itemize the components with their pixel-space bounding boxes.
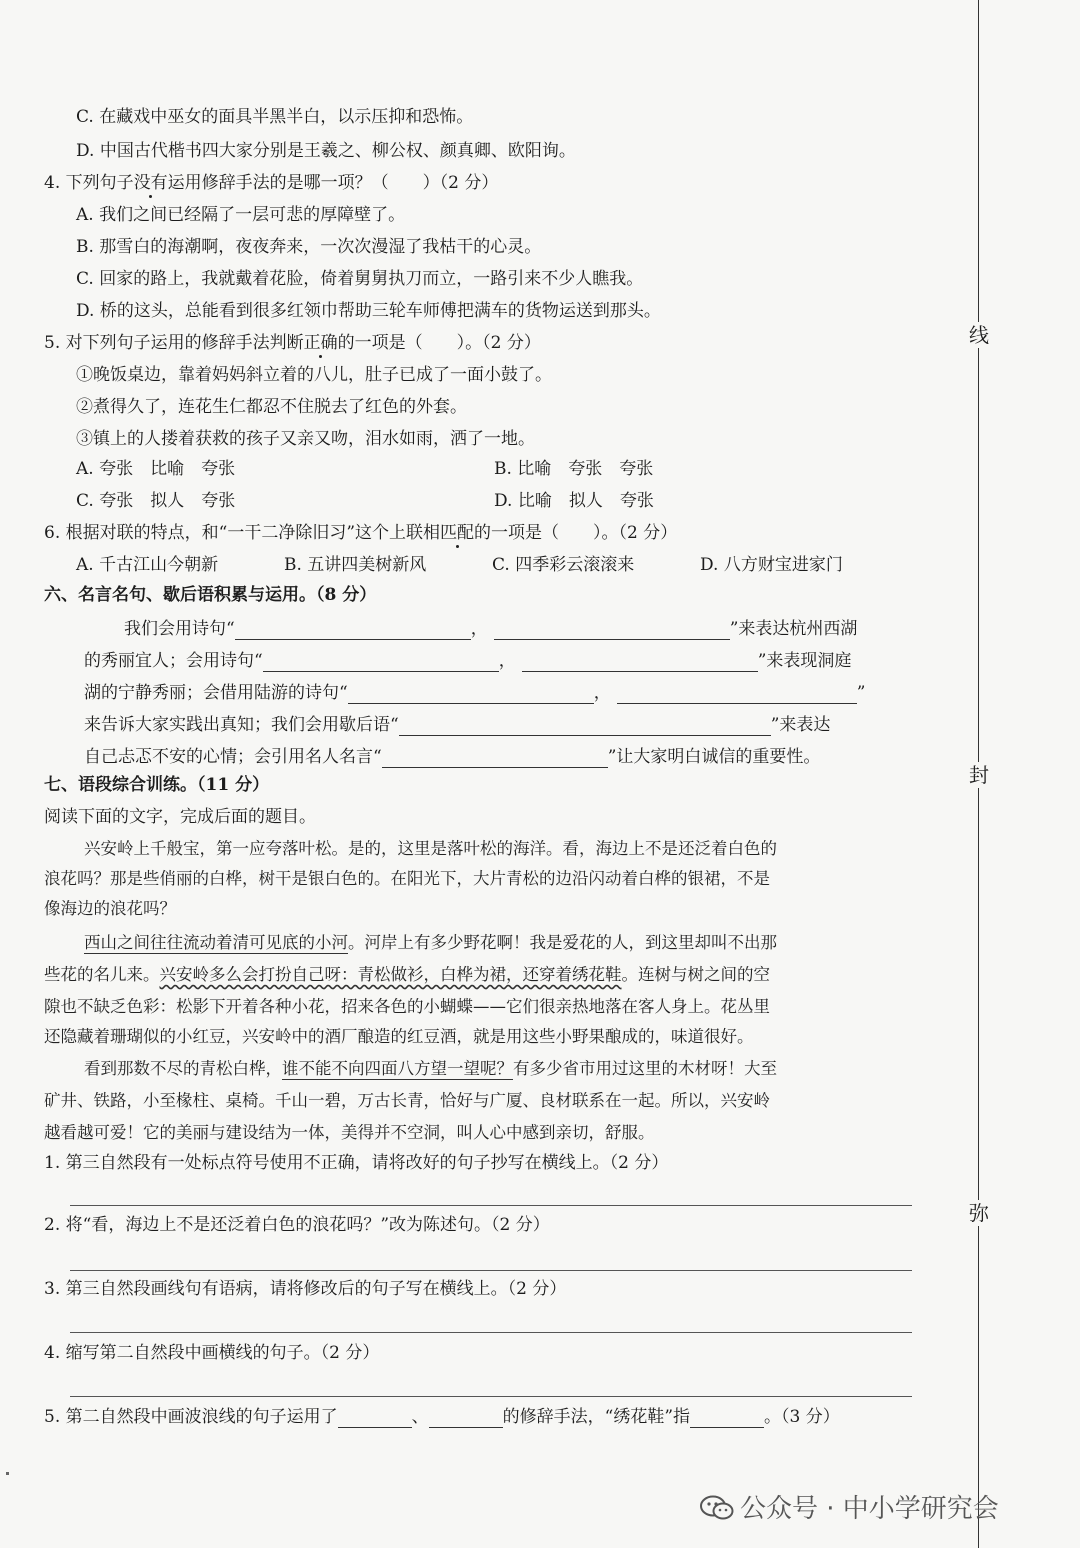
subq-1: 1. 第三自然段有一处标点符号使用不正确，请将改好的句子抄写在横线上。（2 分） bbox=[44, 1153, 669, 1173]
answer-blank[interactable] bbox=[235, 622, 471, 640]
section-7-intro: 阅读下面的文字，完成后面的题目。 bbox=[44, 807, 316, 827]
passage-p1-line-2: 浪花吗？那是些俏丽的白桦，树干是银白色的。在阳光下，大片青松的边沿闪动着白桦的银裙，不是 bbox=[44, 869, 770, 888]
q5-sentence-1: ①晚饭桌边，靠着妈妈斜立着的八儿，肚子已成了一面小鼓了。 bbox=[76, 365, 552, 385]
q5-option-c: C. 夸张 拟人 夸张 bbox=[76, 491, 236, 511]
subq-5: 5. 第二自然段中画波浪线的句子运用了 、 的修辞手法，“绣花鞋”指 。（3 分） bbox=[44, 1407, 840, 1427]
answer-line[interactable] bbox=[70, 1205, 912, 1206]
passage-p1-line-1: 兴安岭上千般宝，第一应夸落叶松。是的，这里是落叶松的海洋。看，海边上不是还泛着白色的 bbox=[84, 839, 777, 858]
underlined-sentence: 谁不能不向四面八方望一望呢？ bbox=[282, 1059, 513, 1078]
q6-option-b: B. 五讲四美树新风 bbox=[284, 555, 427, 575]
answer-blank[interactable] bbox=[494, 622, 730, 640]
s6-line-1: 我们会用诗句“ ， ”来表达杭州西湖 bbox=[124, 619, 858, 639]
answer-blank[interactable] bbox=[690, 1410, 764, 1428]
answer-blank[interactable] bbox=[348, 686, 594, 704]
q6-option-d: D. 八方财宝进家门 bbox=[700, 555, 843, 575]
answer-line[interactable] bbox=[70, 1396, 912, 1397]
q4-option-d: D. 桥的这头，总能看到很多红领巾帮助三轮车师傅把满车的货物运送到那头。 bbox=[76, 301, 661, 321]
q4-option-b: B. 那雪白的海潮啊，夜夜奔来，一次次漫湿了我枯干的心灵。 bbox=[76, 237, 542, 257]
q6-stem: 6. 根据对联的特点，和“一干二净除旧习”这个上联相匹配的一项是（ ）。（2 分） bbox=[44, 523, 678, 543]
scan-speck bbox=[6, 1472, 9, 1475]
q5-option-a: A. 夸张 比喻 夸张 bbox=[76, 459, 236, 479]
watermark bbox=[700, 1488, 999, 1525]
s6-line-3: 湖的宁静秀丽；会借用陆游的诗句“ ， ” bbox=[84, 683, 866, 703]
passage-p2-line-1: 西山之间往往流动着清可见底的小河。河岸上有多少野花啊！我是爱花的人，到这里却叫不出那 bbox=[84, 933, 777, 952]
watermark-text: 公众号 · 中小学研究会 bbox=[740, 1494, 999, 1524]
answer-line[interactable] bbox=[70, 1270, 912, 1271]
answer-blank[interactable] bbox=[263, 654, 499, 672]
s6-line-5: 自己忐忑不安的心情；会引用名人名言“ ”让大家明白诚信的重要性。 bbox=[84, 747, 821, 767]
binding-char-mi: 弥 bbox=[966, 1200, 992, 1226]
passage-p2-line-2: 些花的名儿来。兴安岭多么会打扮自己呀：青松做衫，白桦为裙，还穿着绣花鞋。连树与树之间的空 bbox=[44, 965, 770, 984]
q5-option-b: B. 比喻 夸张 夸张 bbox=[494, 459, 654, 479]
q4-option-c: C. 回家的路上，我就戴着花脸，倚着舅舅执刀而立，一路引来不少人瞧我。 bbox=[76, 269, 644, 289]
q5-sentence-3: ③镇上的人搂着获救的孩子又亲又吻，泪水如雨，洒了一地。 bbox=[76, 429, 535, 449]
q4-stem: 4. 下列句子没有运用修辞手法的是哪一项？（ ）（2 分） bbox=[44, 173, 499, 193]
wavy-underlined-sentence: 兴安岭多么会打扮自己呀：青松做衫，白桦为裙，还穿着绣花鞋 bbox=[159, 965, 622, 984]
passage-p1-line-3: 像海边的浪花吗？ bbox=[44, 899, 176, 918]
passage-p2-line-3: 隙也不缺乏色彩：松影下开着各种小花，招来各色的小蝴蝶——它们很亲热地落在客人身上。花丛里 bbox=[44, 997, 770, 1016]
subq-3: 3. 第三自然段画线句有语病，请将修改后的句子写在横线上。（2 分） bbox=[44, 1279, 567, 1299]
q4-option-a: A. 我们之间已经隔了一层可悲的厚障壁了。 bbox=[76, 205, 406, 225]
q3-option-c: C. 在藏戏中巫女的面具半黑半白，以示压抑和恐怖。 bbox=[76, 107, 474, 127]
emphasis-dots: 没有 bbox=[133, 173, 168, 193]
answer-blank[interactable] bbox=[522, 654, 758, 672]
answer-line[interactable] bbox=[70, 1332, 912, 1333]
s6-line-4: 来告诉大家实践出真知；我们会用歇后语“ ”来表达 bbox=[84, 715, 831, 735]
s6-line-2: 的秀丽宜人；会用诗句“ ， ”来表现洞庭 bbox=[84, 651, 852, 671]
passage-p3-line-1: 看到那数不尽的青松白桦，谁不能不向四面八方望一望呢？有多少省市用过这里的木材呀！大至 bbox=[84, 1059, 777, 1078]
q6-option-a: A. 千古江山今朝新 bbox=[76, 555, 219, 575]
subq-4: 4. 缩写第二自然段中画横线的句子。（2 分） bbox=[44, 1343, 380, 1363]
q5-option-d: D. 比喻 拟人 夸张 bbox=[494, 491, 654, 511]
answer-blank[interactable] bbox=[617, 686, 857, 704]
underlined-sentence: 西山之间往往流动着清可见底的小河 bbox=[84, 933, 348, 952]
q6-option-c: C. 四季彩云滚滚来 bbox=[492, 555, 635, 575]
q5-sentence-2: ②煮得久了，连花生仁都忍不住脱去了红色的外套。 bbox=[76, 397, 467, 417]
passage-p3-line-3: 越看越可爱！它的美丽与建设结为一体，美得并不空洞，叫人心中感到亲切，舒服。 bbox=[44, 1123, 655, 1142]
binding-char-xian: 线 bbox=[966, 322, 992, 348]
subq-2: 2. 将“看，海边上不是还泛着白色的浪花吗？”改为陈述句。（2 分） bbox=[44, 1215, 550, 1235]
q3-option-d: D. 中国古代楷书四大家分别是王羲之、柳公权、颜真卿、欧阳询。 bbox=[76, 141, 576, 161]
binding-char-feng: 封 bbox=[966, 762, 992, 788]
q5-stem: 5. 对下列句子运用的修辞手法判断正确的一项是（ ）。（2 分） bbox=[44, 333, 541, 353]
answer-blank[interactable] bbox=[338, 1410, 412, 1428]
section-6-heading: 六、名言名句、歇后语积累与运用。（8 分） bbox=[44, 585, 377, 605]
passage-p3-line-2: 矿井、铁路，小至椽柱、桌椅。千山一碧，万古长青，恰好与广厦、良材联系在一起。所以，兴安岭 bbox=[44, 1091, 770, 1110]
answer-blank[interactable] bbox=[429, 1410, 503, 1428]
section-7-heading: 七、语段综合训练。（11 分） bbox=[44, 775, 270, 795]
answer-blank[interactable] bbox=[382, 750, 608, 768]
wechat-icon bbox=[700, 1495, 734, 1521]
passage-p2-line-4: 还隐藏着珊瑚似的小红豆，兴安岭中的酒厂酿造的红豆酒，就是用这些小野果酿成的，味道很好。 bbox=[44, 1027, 754, 1046]
answer-blank[interactable] bbox=[399, 718, 771, 736]
